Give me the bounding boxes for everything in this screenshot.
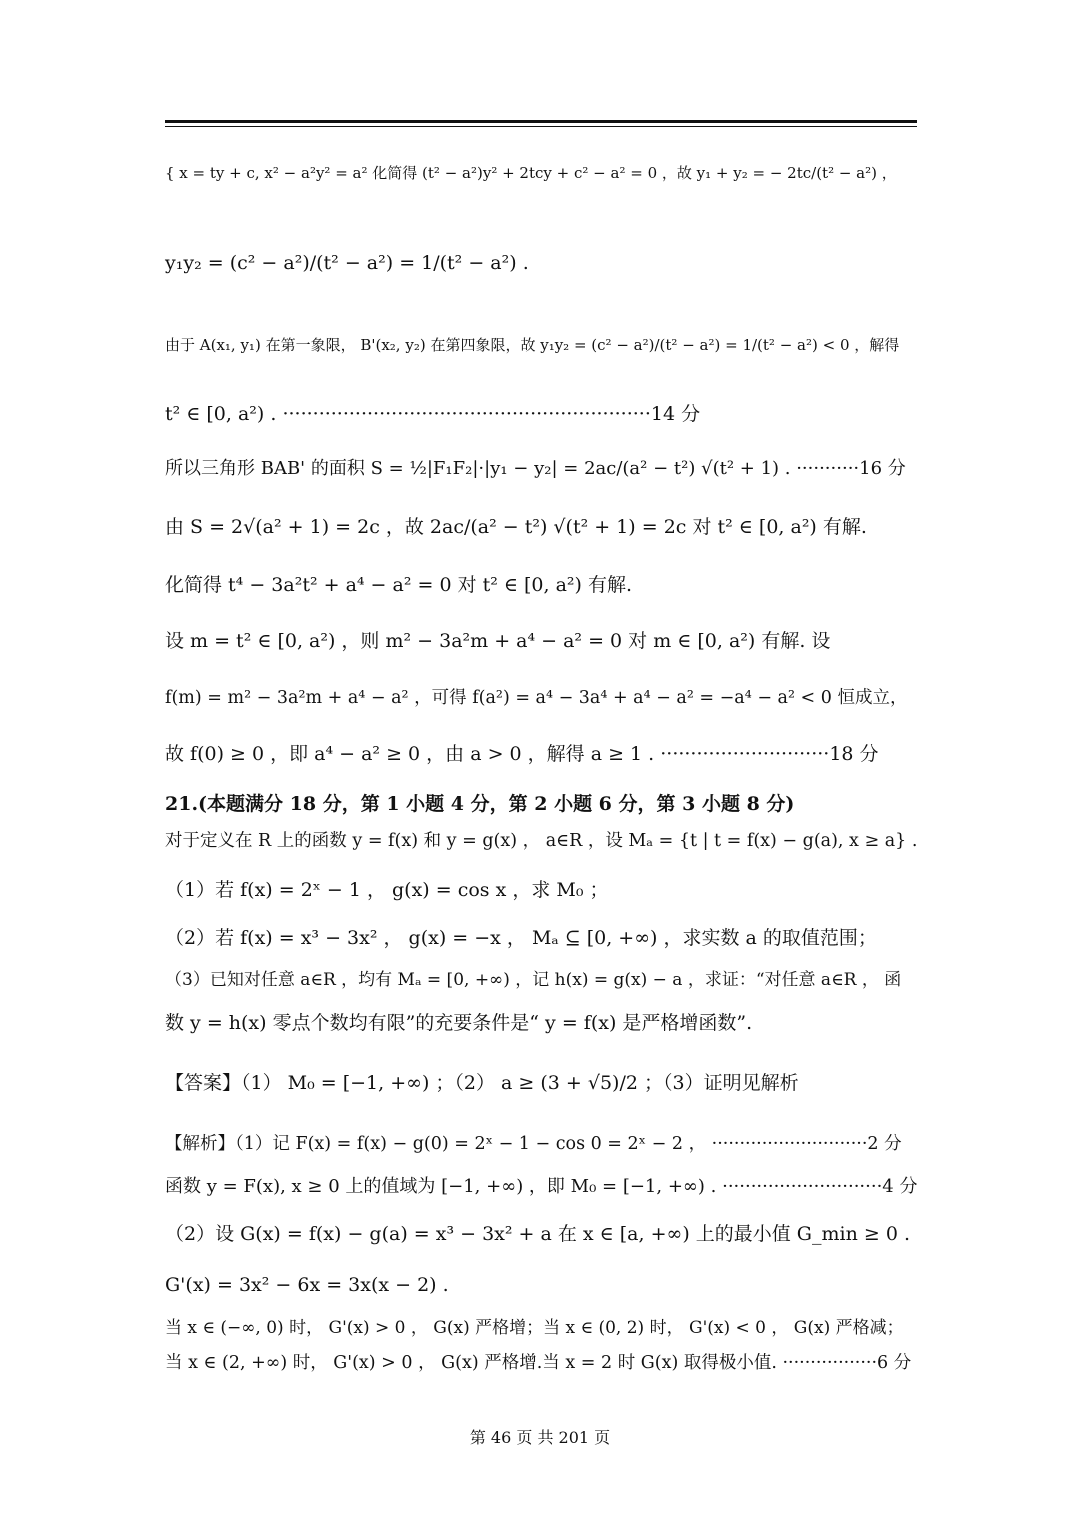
text-line: f(m) = m² − 3a²m + a⁴ − a² ，可得 f(a²) = a⁴ − 3a⁴ + a⁴ − a² = −a⁴ − a² < 0 恒成立，: [165, 688, 908, 708]
text-line: 对于定义在 R 上的函数 y = f(x) 和 y = g(x) ， a∈R ，设 Mₐ = {t | t = f(x) − g(a), x ≥ a} .: [165, 831, 918, 851]
text-line: 所以三角形 BAB' 的面积 S = ½|F₁F₂|·|y₁ − y₂| = 2ac/(a² − t²) √(t² + 1) . ···········16 分: [165, 458, 906, 479]
text-line: （3）已知对任意 a∈R ，均有 Mₐ = [0, +∞) ，记 h(x) = g(x) − a ，求证：“对任意 a∈R ， 函: [165, 970, 902, 990]
text-line: 当 x ∈ (−∞, 0) 时， G'(x) > 0 ， G(x) 严格增；当 x ∈ (0, 2) 时， G'(x) < 0 ， G(x) 严格减；: [165, 1318, 904, 1338]
answer-line: 【答案】（1） M₀ = [−1, +∞) ；（2） a ≥ (3 + √5)/2 ；（3）证明见解析: [165, 1072, 799, 1094]
problem-heading: 21.(本题满分 18 分，第 1 小题 4 分，第 2 小题 6 分，第 3 小题 8 分): [165, 793, 795, 815]
header-rule-thick: [165, 120, 917, 123]
text-line: G'(x) = 3x² − 6x = 3x(x − 2) .: [165, 1274, 449, 1296]
text-line: 由 S = 2√(a² + 1) = 2c ，故 2ac/(a² − t²) √(t² + 1) = 2c 对 t² ∈ [0, a²) 有解.: [165, 516, 867, 538]
text-line: 故 f(0) ≥ 0 ，即 a⁴ − a² ≥ 0 ，由 a > 0 ，解得 a ≥ 1 . ····························18 分: [165, 743, 879, 765]
text-line: 化简得 t⁴ − 3a²t² + a⁴ − a² = 0 对 t² ∈ [0, a²) 有解.: [165, 574, 633, 596]
text-line: y₁y₂ = (c² − a²)/(t² − a²) = 1/(t² − a²) .: [165, 252, 529, 274]
text-line: { x = ty + c, x² − a²y² = a² 化简得 (t² − a²)y² + 2tcy + c² − a² = 0 ，故 y₁ + y₂ = − 2tc/(t² − a²) ，: [165, 164, 897, 182]
text-line: 【解析】（1）记 F(x) = f(x) − g(0) = 2ˣ − 1 − cos 0 = 2ˣ − 2 ， ····························2 分: [165, 1134, 902, 1154]
text-line: （1）若 f(x) = 2ˣ − 1 ， g(x) = cos x ，求 M₀ ；: [165, 879, 609, 901]
text-line: 由于 A(x₁, y₁) 在第一象限， B'(x₂, y₂) 在第四象限，故 y₁y₂ = (c² − a²)/(t² − a²) = 1/(t² − a²) < 0 ，解得: [165, 336, 900, 354]
text-line: （2）若 f(x) = x³ − 3x² ， g(x) = −x ， Mₐ ⊆ [0, +∞) ，求实数 a 的取值范围；: [165, 927, 877, 949]
header-rule-thin: [165, 126, 917, 127]
text-line: 数 y = h(x) 零点个数均有限”的充要条件是“ y = f(x) 是严格增函数”.: [165, 1012, 753, 1034]
text-line: 当 x ∈ (2, +∞) 时， G'(x) > 0 ， G(x) 严格增.当 x = 2 时 G(x) 取得极小值. ·················6 分: [165, 1353, 912, 1373]
text-line: 函数 y = F(x), x ≥ 0 上的值域为 [−1, +∞) ，即 M₀ = [−1, +∞) . ····························4 分: [165, 1176, 918, 1197]
text-line: 设 m = t² ∈ [0, a²) ，则 m² − 3a²m + a⁴ − a² = 0 对 m ∈ [0, a²) 有解. 设: [165, 630, 831, 652]
page-footer: 第 46 页 共 201 页: [469, 1428, 611, 1447]
text-line: （2）设 G(x) = f(x) − g(a) = x³ − 3x² + a 在 x ∈ [a, +∞) 上的最小值 G_min ≥ 0 .: [165, 1223, 910, 1245]
text-line: t² ∈ [0, a²) . ·····························································14 分: [165, 403, 701, 425]
